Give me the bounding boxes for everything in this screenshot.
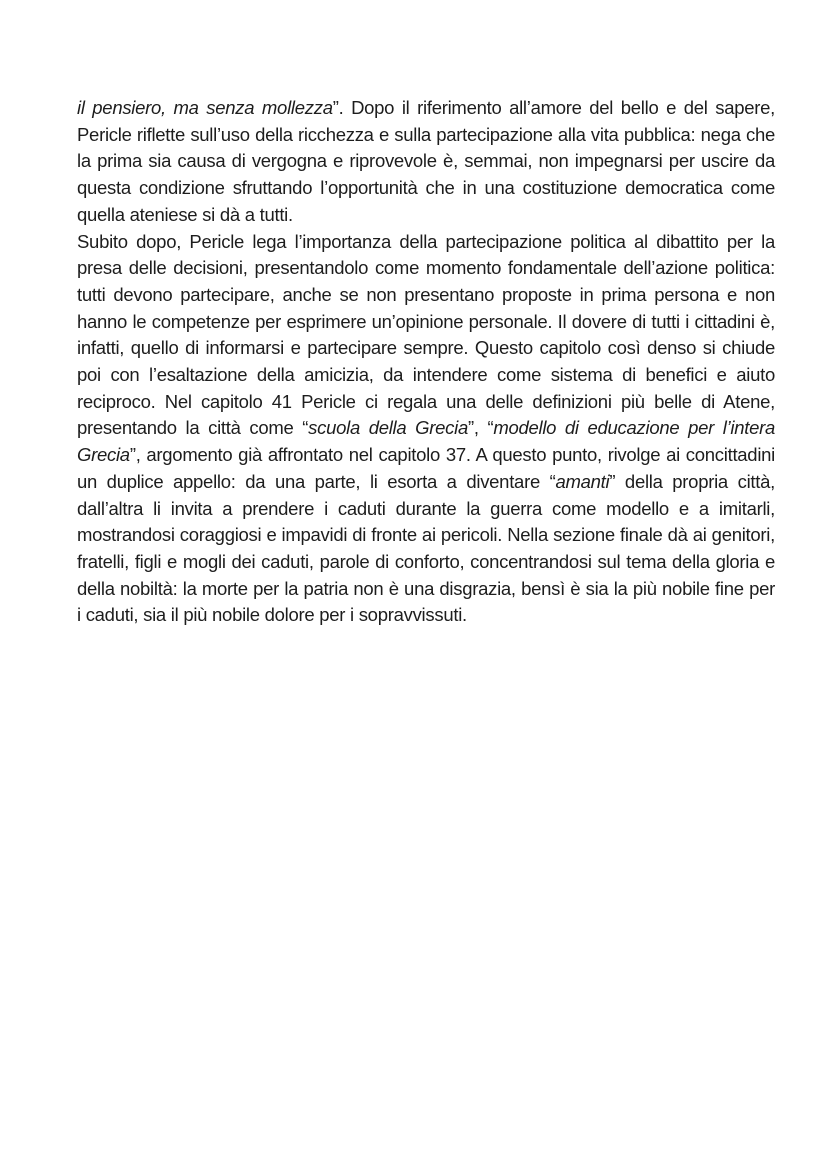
document-text-block — [77, 95, 775, 629]
text-run: ”. Dopo il riferimento all’amore del bello e del sapere, Pericle riflette sull’uso della ricchezza e sulla partecipazione alla vita pubblica: nega che la prima sia causa di vergogna e riprovevole è, semmai, non impegnarsi per uscire da questa condizione sfruttando l’opportunità che in una costituzione democratica come quella ateniese si dà a tutti. — [77, 97, 775, 225]
italic-text-run: il pensiero, ma senza mollezza — [77, 97, 333, 118]
paragraph — [77, 229, 775, 630]
text-run: ”, “ — [467, 417, 494, 439]
italic-text-run: scuola della Grecia — [308, 417, 468, 439]
italic-text-run: modello di educazione per l’intera Grecia — [77, 417, 776, 466]
text-run: ” della propria città, dall’altra li invita a prendere i caduti durante la guerra come modello e a imitarli, mostrandosi coraggiosi e impavidi di fronte ai pericoli. Nella sezione finale dà ai genitori, fratelli, figli e mogli dei caduti, parole di conforto, concentrandosi sul tema della gloria e della nobiltà: la morte per la patria non è una disgrazia, bensì è sia la più nobile fine per i caduti, sia il più nobile dolore per i sopravvissuti. — [77, 470, 775, 626]
paragraph — [77, 95, 775, 229]
italic-text-run: amanti — [555, 470, 610, 492]
text-run: ”, argomento già affrontato nel capitolo 37. A questo punto, rivolge ai concittadini un duplice appello: da una parte, li esorta a diventare “ — [77, 444, 775, 492]
text-run: Subito dopo, Pericle lega l’importanza della partecipazione politica al dibattito per la presa delle decisioni, presentandolo come momento fondamentale dell’azione politica: tutti devono partecipare, anche se non presentano proposte in prima persona e non hanno le competenze per esprimere un’opinione personale. Il dovere di tutti i cittadini è, infatti, quello di informarsi e partecipare sempre. Questo capitolo così denso si chiude poi con l’esaltazione della amicizia, da intendere come sistema di benefici e aiuto reciproco. Nel capitolo 41 Pericle ci regala una delle definizioni più belle di Atene, presentando la città come “ — [77, 230, 775, 439]
